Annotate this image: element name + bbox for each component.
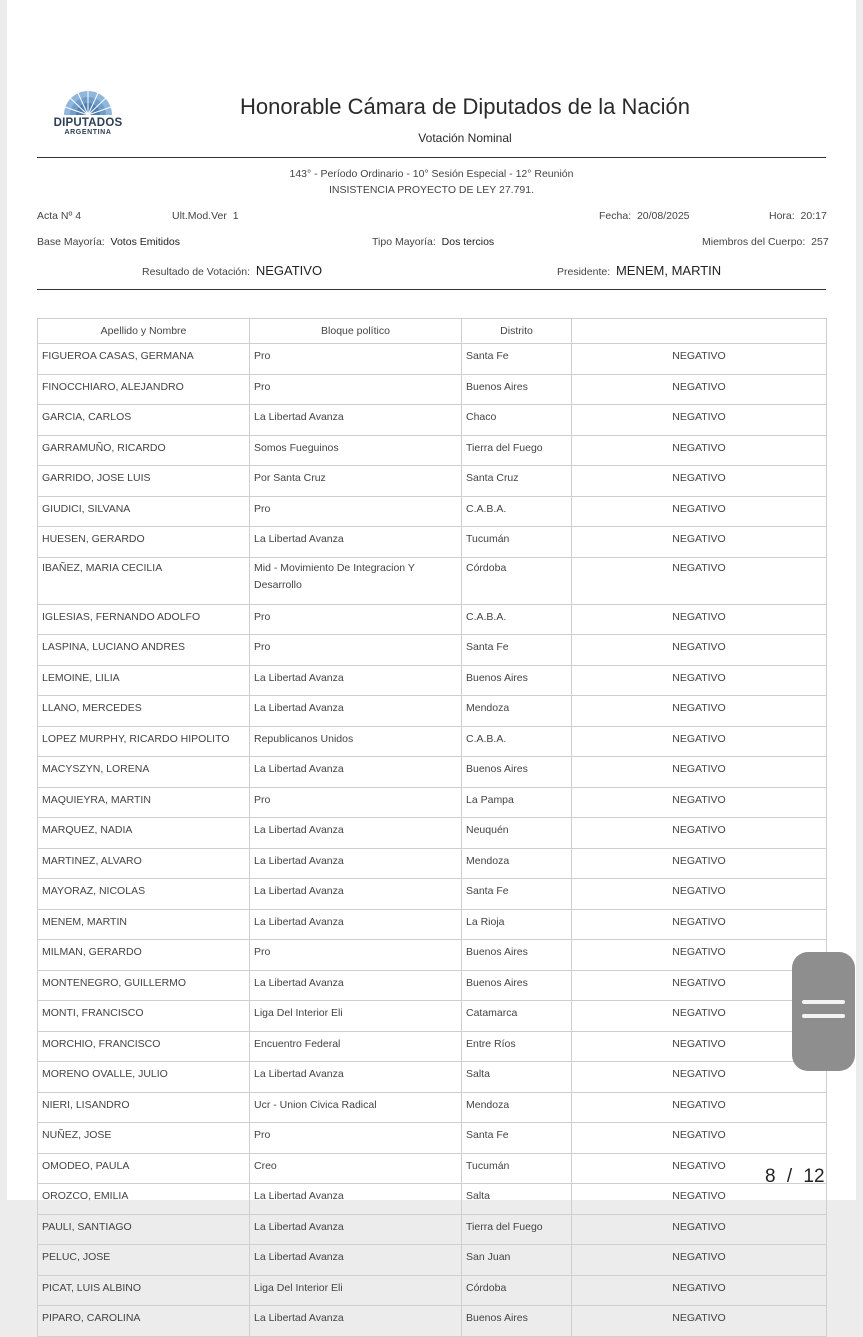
cell-vote: NEGATIVO bbox=[572, 435, 827, 466]
table-row bbox=[38, 1001, 827, 1032]
cell-bloque: La Libertad Avanza bbox=[250, 1306, 462, 1337]
cell-vote: NEGATIVO bbox=[572, 909, 827, 940]
cell-bloque: La Libertad Avanza bbox=[250, 879, 462, 910]
cell-bloque: Ucr - Union Civica Radical bbox=[250, 1092, 462, 1123]
cell-vote: NEGATIVO bbox=[572, 757, 827, 788]
cell-name: FINOCCHIARO, ALEJANDRO bbox=[38, 374, 250, 405]
cell-vote: NEGATIVO bbox=[572, 818, 827, 849]
cell-vote: NEGATIVO bbox=[572, 1184, 827, 1215]
cell-bloque: Mid - Movimiento De Integracion Y Desarrollo bbox=[250, 557, 462, 604]
table-row bbox=[38, 466, 827, 497]
cell-distrito: Buenos Aires bbox=[462, 970, 572, 1001]
cell-name: IBAÑEZ, MARIA CECILIA bbox=[38, 557, 250, 604]
cell-distrito: C.A.B.A. bbox=[462, 726, 572, 757]
table-row bbox=[38, 1031, 827, 1062]
table-row bbox=[38, 940, 827, 971]
cell-name: OMODEO, PAULA bbox=[38, 1153, 250, 1184]
cell-vote: NEGATIVO bbox=[572, 1031, 827, 1062]
cell-bloque: Pro bbox=[250, 1123, 462, 1154]
miembros-label: Miembros del Cuerpo: bbox=[702, 236, 806, 248]
cell-distrito: Córdoba bbox=[462, 557, 572, 604]
cell-distrito: Tierra del Fuego bbox=[462, 435, 572, 466]
cell-name: NIERI, LISANDRO bbox=[38, 1092, 250, 1123]
scroll-handle-grip-bottom bbox=[802, 1014, 845, 1018]
page-current: 8 bbox=[765, 1166, 776, 1187]
cell-vote: NEGATIVO bbox=[572, 1245, 827, 1276]
resultado-label: Resultado de Votación: bbox=[142, 266, 250, 278]
cell-vote: NEGATIVO bbox=[572, 604, 827, 635]
cell-name: LEMOINE, LILIA bbox=[38, 665, 250, 696]
table-row bbox=[38, 665, 827, 696]
cell-bloque: Liga Del Interior Eli bbox=[250, 1001, 462, 1032]
miembros-value: 257 bbox=[811, 236, 829, 248]
cell-vote: NEGATIVO bbox=[572, 557, 827, 604]
cell-name: LASPINA, LUCIANO ANDRES bbox=[38, 635, 250, 666]
cell-distrito: Entre Ríos bbox=[462, 1031, 572, 1062]
cell-distrito: Buenos Aires bbox=[462, 374, 572, 405]
cell-bloque: Pro bbox=[250, 635, 462, 666]
tipo-mayoria-value: Dos tercios bbox=[441, 236, 495, 248]
cell-name: MAQUIEYRA, MARTIN bbox=[38, 787, 250, 818]
acta-label: Acta Nº bbox=[37, 210, 73, 222]
base-mayoria-field bbox=[37, 236, 180, 248]
ultmod-value: 1 bbox=[232, 210, 239, 222]
logo-text-argentina: ARGENTINA bbox=[64, 129, 112, 136]
cell-vote: NEGATIVO bbox=[572, 496, 827, 527]
cell-distrito: Salta bbox=[462, 1184, 572, 1215]
header-divider bbox=[37, 157, 826, 158]
document-subtitle: Votación Nominal bbox=[418, 131, 512, 145]
cell-vote: NEGATIVO bbox=[572, 970, 827, 1001]
cell-name: NUÑEZ, JOSE bbox=[38, 1123, 250, 1154]
cell-bloque: La Libertad Avanza bbox=[250, 1184, 462, 1215]
column-header-bloque: Bloque político bbox=[250, 319, 462, 344]
table-row bbox=[38, 909, 827, 940]
cell-name: GARCIA, CARLOS bbox=[38, 405, 250, 436]
cell-vote: NEGATIVO bbox=[572, 1001, 827, 1032]
cell-bloque: Pro bbox=[250, 787, 462, 818]
cell-vote: NEGATIVO bbox=[572, 405, 827, 436]
cell-vote: NEGATIVO bbox=[572, 1153, 827, 1184]
cell-distrito: Mendoza bbox=[462, 696, 572, 727]
cell-name: MILMAN, GERARDO bbox=[38, 940, 250, 971]
cell-vote: NEGATIVO bbox=[572, 1306, 827, 1337]
cell-bloque: Somos Fueguinos bbox=[250, 435, 462, 466]
table-row bbox=[38, 374, 827, 405]
table-row bbox=[38, 726, 827, 757]
acta-field bbox=[37, 210, 81, 222]
cell-name: MAYORAZ, NICOLAS bbox=[38, 879, 250, 910]
cell-vote: NEGATIVO bbox=[572, 374, 827, 405]
table-row bbox=[38, 696, 827, 727]
cell-distrito: Santa Fe bbox=[462, 635, 572, 666]
hora-field bbox=[769, 210, 827, 222]
cell-name: MORCHIO, FRANCISCO bbox=[38, 1031, 250, 1062]
cell-distrito: Santa Cruz bbox=[462, 466, 572, 497]
cell-vote: NEGATIVO bbox=[572, 940, 827, 971]
scroll-handle[interactable] bbox=[792, 952, 855, 1071]
cell-vote: NEGATIVO bbox=[572, 1275, 827, 1306]
cell-bloque: La Libertad Avanza bbox=[250, 970, 462, 1001]
cell-bloque: Encuentro Federal bbox=[250, 1031, 462, 1062]
cell-distrito: La Rioja bbox=[462, 909, 572, 940]
meta-divider bbox=[37, 289, 826, 290]
table-row bbox=[38, 344, 827, 375]
cell-name: IGLESIAS, FERNANDO ADOLFO bbox=[38, 604, 250, 635]
cell-distrito: Tucumán bbox=[462, 527, 572, 558]
cell-bloque: Pro bbox=[250, 344, 462, 375]
tipo-mayoria-field bbox=[372, 236, 494, 248]
table-row bbox=[38, 787, 827, 818]
cell-vote: NEGATIVO bbox=[572, 635, 827, 666]
fecha-value: 20/08/2025 bbox=[636, 210, 690, 222]
scroll-handle-grip-top bbox=[802, 1000, 845, 1004]
table-row bbox=[38, 1275, 827, 1306]
cell-distrito: Catamarca bbox=[462, 1001, 572, 1032]
diputados-logo bbox=[50, 88, 126, 136]
miembros-field bbox=[702, 236, 829, 248]
cell-vote: NEGATIVO bbox=[572, 344, 827, 375]
cell-distrito: San Juan bbox=[462, 1245, 572, 1276]
cell-name: MACYSZYN, LORENA bbox=[38, 757, 250, 788]
cell-name: MARTINEZ, ALVARO bbox=[38, 848, 250, 879]
table-row bbox=[38, 527, 827, 558]
cell-vote: NEGATIVO bbox=[572, 466, 827, 497]
table-row bbox=[38, 604, 827, 635]
resultado-field bbox=[142, 263, 322, 278]
logo-text-diputados: DIPUTADOS bbox=[53, 117, 123, 129]
votes-table bbox=[37, 318, 827, 1337]
cell-vote: NEGATIVO bbox=[572, 527, 827, 558]
cell-name: LLANO, MERCEDES bbox=[38, 696, 250, 727]
cell-bloque: La Libertad Avanza bbox=[250, 1245, 462, 1276]
table-header-row bbox=[38, 319, 827, 344]
cell-distrito: Buenos Aires bbox=[462, 1306, 572, 1337]
resultado-value: NEGATIVO bbox=[255, 263, 323, 278]
acta-value: 4 bbox=[75, 210, 82, 222]
cell-name: MONTI, FRANCISCO bbox=[38, 1001, 250, 1032]
congress-dome-icon bbox=[60, 88, 116, 116]
cell-bloque: Pro bbox=[250, 374, 462, 405]
cell-distrito: C.A.B.A. bbox=[462, 496, 572, 527]
table-row bbox=[38, 879, 827, 910]
table-row bbox=[38, 970, 827, 1001]
fecha-field bbox=[599, 210, 690, 222]
cell-distrito: Santa Fe bbox=[462, 1123, 572, 1154]
cell-name: FIGUEROA CASAS, GERMANA bbox=[38, 344, 250, 375]
cell-bloque: La Libertad Avanza bbox=[250, 757, 462, 788]
table-row bbox=[38, 1062, 827, 1093]
cell-distrito: Mendoza bbox=[462, 1092, 572, 1123]
table-row bbox=[38, 635, 827, 666]
cell-distrito: Buenos Aires bbox=[462, 665, 572, 696]
page-separator: / bbox=[786, 1166, 793, 1187]
document-title: Honorable Cámara de Diputados de la Nación bbox=[239, 94, 691, 119]
cell-bloque: Pro bbox=[250, 496, 462, 527]
cell-bloque: La Libertad Avanza bbox=[250, 405, 462, 436]
table-row bbox=[38, 1184, 827, 1215]
cell-vote: NEGATIVO bbox=[572, 879, 827, 910]
cell-name: MONTENEGRO, GUILLERMO bbox=[38, 970, 250, 1001]
cell-name: GARRAMUÑO, RICARDO bbox=[38, 435, 250, 466]
column-header-vote bbox=[572, 319, 827, 344]
cell-name: LOPEZ MURPHY, RICARDO HIPOLITO bbox=[38, 726, 250, 757]
session-line-2: INSISTENCIA PROYECTO DE LEY 27.791. bbox=[328, 184, 535, 196]
cell-vote: NEGATIVO bbox=[572, 1092, 827, 1123]
hora-label: Hora: bbox=[769, 210, 795, 222]
cell-distrito: Santa Fe bbox=[462, 344, 572, 375]
table-row bbox=[38, 496, 827, 527]
column-header-name: Apellido y Nombre bbox=[38, 319, 250, 344]
cell-bloque: La Libertad Avanza bbox=[250, 1214, 462, 1245]
cell-bloque: Por Santa Cruz bbox=[250, 466, 462, 497]
cell-bloque: La Libertad Avanza bbox=[250, 909, 462, 940]
cell-name: MARQUEZ, NADIA bbox=[38, 818, 250, 849]
cell-distrito: Tierra del Fuego bbox=[462, 1214, 572, 1245]
table-row bbox=[38, 757, 827, 788]
cell-distrito: Salta bbox=[462, 1062, 572, 1093]
cell-name: MORENO OVALLE, JULIO bbox=[38, 1062, 250, 1093]
table-row bbox=[38, 435, 827, 466]
cell-bloque: La Libertad Avanza bbox=[250, 818, 462, 849]
presidente-field bbox=[557, 263, 721, 278]
cell-vote: NEGATIVO bbox=[572, 1214, 827, 1245]
table-row bbox=[38, 1214, 827, 1245]
cell-distrito: Santa Fe bbox=[462, 879, 572, 910]
cell-name: GIUDICI, SILVANA bbox=[38, 496, 250, 527]
table-row bbox=[38, 405, 827, 436]
presidente-label: Presidente: bbox=[557, 266, 611, 278]
table-row bbox=[38, 848, 827, 879]
cell-bloque: La Libertad Avanza bbox=[250, 1062, 462, 1093]
cell-distrito: C.A.B.A. bbox=[462, 604, 572, 635]
cell-bloque: La Libertad Avanza bbox=[250, 527, 462, 558]
fecha-label: Fecha: bbox=[599, 210, 632, 222]
cell-name: PICAT, LUIS ALBINO bbox=[38, 1275, 250, 1306]
table-row bbox=[38, 1153, 827, 1184]
tipo-mayoria-label: Tipo Mayoría: bbox=[372, 236, 436, 248]
cell-distrito: La Pampa bbox=[462, 787, 572, 818]
cell-bloque: Creo bbox=[250, 1153, 462, 1184]
cell-vote: NEGATIVO bbox=[572, 1123, 827, 1154]
cell-vote: NEGATIVO bbox=[572, 726, 827, 757]
table-row bbox=[38, 1123, 827, 1154]
cell-bloque: La Libertad Avanza bbox=[250, 696, 462, 727]
base-mayoria-label: Base Mayoría: bbox=[37, 236, 105, 248]
cell-name: HUESEN, GERARDO bbox=[38, 527, 250, 558]
cell-vote: NEGATIVO bbox=[572, 696, 827, 727]
page-indicator bbox=[765, 1166, 825, 1188]
ultmod-label: Ult.Mod.Ver bbox=[172, 210, 227, 222]
cell-name: PIPARO, CAROLINA bbox=[38, 1306, 250, 1337]
cell-name: OROZCO, EMILIA bbox=[38, 1184, 250, 1215]
column-header-distrito: Distrito bbox=[462, 319, 572, 344]
table-row bbox=[38, 1306, 827, 1337]
session-line-1: 143° - Período Ordinario - 10° Sesión Especial - 12° Reunión bbox=[289, 168, 574, 180]
cell-name: PAULI, SANTIAGO bbox=[38, 1214, 250, 1245]
cell-vote: NEGATIVO bbox=[572, 848, 827, 879]
cell-name: PELUC, JOSE bbox=[38, 1245, 250, 1276]
base-mayoria-value: Votos Emitidos bbox=[110, 236, 180, 248]
cell-bloque: Liga Del Interior Eli bbox=[250, 1275, 462, 1306]
cell-distrito: Chaco bbox=[462, 405, 572, 436]
cell-bloque: Pro bbox=[250, 940, 462, 971]
cell-distrito: Buenos Aires bbox=[462, 940, 572, 971]
cell-vote: NEGATIVO bbox=[572, 1062, 827, 1093]
table-row bbox=[38, 1245, 827, 1276]
ultmod-field bbox=[172, 210, 239, 222]
cell-distrito: Tucumán bbox=[462, 1153, 572, 1184]
cell-name: GARRIDO, JOSE LUIS bbox=[38, 466, 250, 497]
cell-distrito: Buenos Aires bbox=[462, 757, 572, 788]
cell-bloque: Pro bbox=[250, 604, 462, 635]
cell-distrito: Córdoba bbox=[462, 1275, 572, 1306]
cell-distrito: Neuquén bbox=[462, 818, 572, 849]
cell-bloque: La Libertad Avanza bbox=[250, 848, 462, 879]
presidente-value: MENEM, MARTIN bbox=[615, 263, 722, 278]
page-total: 12 bbox=[803, 1166, 825, 1187]
cell-bloque: Republicanos Unidos bbox=[250, 726, 462, 757]
table-row bbox=[38, 1092, 827, 1123]
cell-bloque: La Libertad Avanza bbox=[250, 665, 462, 696]
cell-vote: NEGATIVO bbox=[572, 665, 827, 696]
cell-name: MENEM, MARTIN bbox=[38, 909, 250, 940]
cell-distrito: Mendoza bbox=[462, 848, 572, 879]
table-row bbox=[38, 557, 827, 604]
table-row bbox=[38, 818, 827, 849]
cell-vote: NEGATIVO bbox=[572, 787, 827, 818]
hora-value: 20:17 bbox=[800, 210, 827, 222]
